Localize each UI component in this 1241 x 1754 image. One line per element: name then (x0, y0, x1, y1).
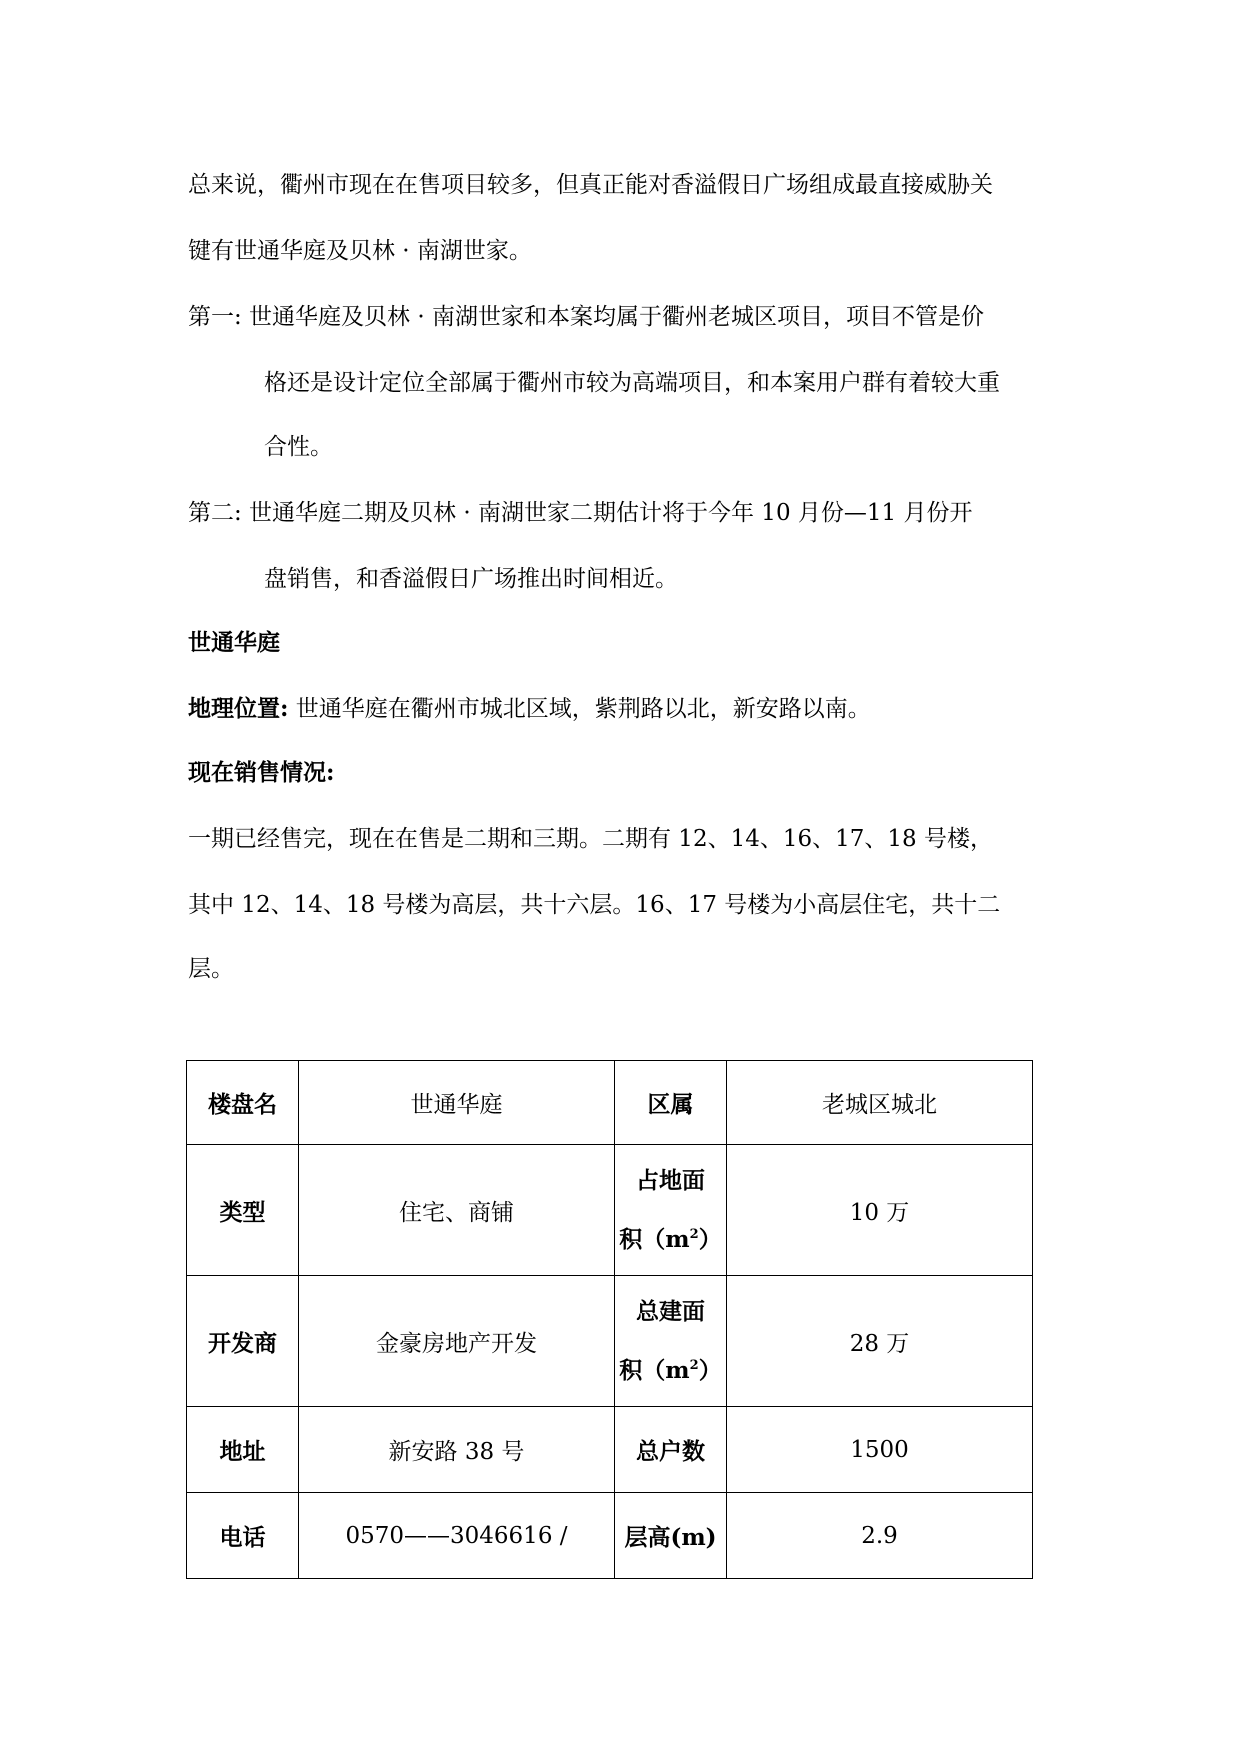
text-line: 盘销售，和香溢假日广场推出时间相近。 (264, 566, 678, 592)
text-line: 格还是设计定位全部属于衢州市较为高端项目，和本案用户群有着较大重 (264, 370, 1000, 396)
location-line (188, 694, 871, 724)
cell-label-phone: 电话 (187, 1493, 299, 1579)
superscript: 2 (689, 1226, 699, 1242)
text-line: 一期已经售完，现在在售是二期和三期。二期有 12、14、16、17、18 号楼， (188, 826, 993, 852)
cell-value-land-area: 10 万 (727, 1145, 1033, 1276)
label-line: 总建面 (636, 1297, 705, 1325)
section-heading: 世通华庭 (188, 629, 280, 656)
cell-label-developer: 开发商 (187, 1276, 299, 1407)
label-text: ） (698, 1225, 722, 1253)
cell-value-district: 老城区城北 (727, 1061, 1033, 1145)
location-label: 地理位置: (188, 695, 289, 722)
project-info-table (186, 1060, 1033, 1579)
table-row (187, 1061, 1033, 1145)
cell-label-address: 地址 (187, 1407, 299, 1493)
label-text: ） (698, 1356, 722, 1384)
cell-label-floor-height: 层高(m) (615, 1493, 727, 1579)
location-text: 世通华庭在衢州市城北区域，紫荆路以北，新安路以南。 (288, 696, 871, 722)
cell-value-address: 新安路 38 号 (299, 1407, 615, 1493)
text-line: 其中 12、14、18 号楼为高层，共十六层。16、17 号楼为小高层住宅，共十二 (188, 892, 1001, 918)
label-text: 积（m (619, 1225, 690, 1253)
cell-value-type: 住宅、商铺 (299, 1145, 615, 1276)
cell-label-name: 楼盘名 (187, 1061, 299, 1145)
cell-label-district: 区属 (615, 1061, 727, 1145)
text-line: 层。 (188, 956, 234, 982)
label-text: 积（m (619, 1356, 690, 1384)
table-row (187, 1493, 1033, 1579)
label-line: 占地面 (636, 1166, 705, 1194)
label-line (615, 1208, 726, 1267)
table-row (187, 1145, 1033, 1276)
table-row (187, 1276, 1033, 1407)
cell-value-households: 1500 (727, 1407, 1033, 1493)
cell-label-floor-area (615, 1276, 727, 1407)
cell-value-phone: 0570——3046616 / (299, 1493, 615, 1579)
label-line (615, 1339, 726, 1398)
cell-label-households: 总户数 (615, 1407, 727, 1493)
cell-value-developer: 金豪房地产开发 (299, 1276, 615, 1407)
sales-label: 现在销售情况: (188, 759, 335, 786)
superscript: 2 (689, 1357, 699, 1373)
text-line: 键有世通华庭及贝林 · 南湖世家。 (188, 238, 532, 264)
text-line: 合性。 (264, 434, 333, 460)
cell-value-floor-height: 2.9 (727, 1493, 1033, 1579)
cell-value-floor-area: 28 万 (727, 1276, 1033, 1407)
text-line: 第二: 世通华庭二期及贝林 · 南湖世家二期估计将于今年 10 月份—11 月份开 (188, 500, 973, 526)
table-row (187, 1407, 1033, 1493)
text-line: 第一: 世通华庭及贝林 · 南湖世家和本案均属于衢州老城区项目，项目不管是价 (188, 304, 984, 330)
cell-label-type: 类型 (187, 1145, 299, 1276)
text-line: 总来说，衢州市现在在售项目较多，但真正能对香溢假日广场组成最直接威胁关 (188, 172, 993, 198)
cell-value-name: 世通华庭 (299, 1061, 615, 1145)
cell-label-land-area (615, 1145, 727, 1276)
